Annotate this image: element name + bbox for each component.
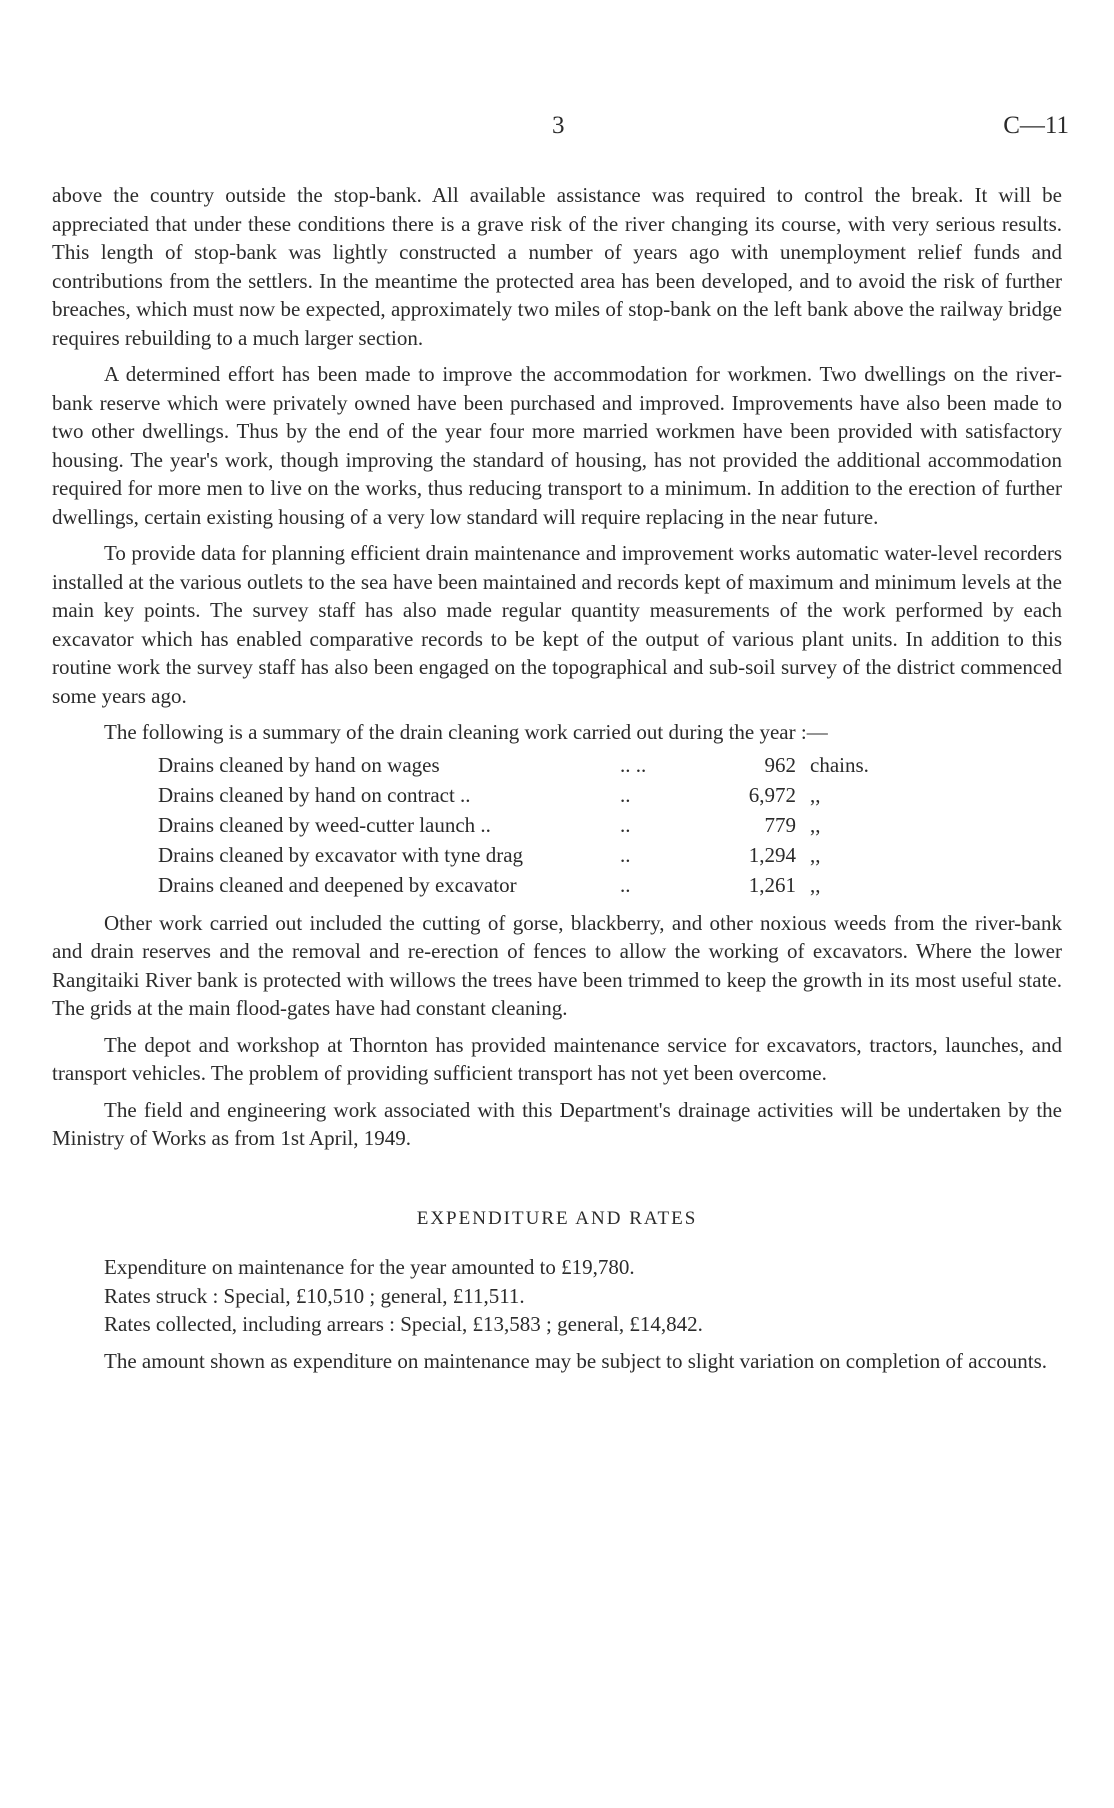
paragraph-stop-bank: above the country outside the stop-bank. All available assistance was required to control the break. It will be appreciated that under these conditions there is a grave risk of the river changing its course, with very serious results. This length of stop-bank was lightly constructed a number of years ago with unemployment relief funds and contributions from the settlers. In the meantime the protected area has been developed, and to avoid the risk of further breaches, which must now be expected, approximately two miles of stop-bank on the left bank above the railway bridge requires rebuilding to a much larger section. [52,183,1062,350]
summary-quantity: 6,972 [748,782,796,807]
paragraph-expenditure-note: The amount shown as expenditure on maintenance may be subject to slight variation on completion of accounts. [104,1348,1048,1373]
summary-unit: ,, [810,842,821,867]
section-heading-expenditure: EXPENDITURE AND RATES [416,1207,698,1229]
page-number: 3 [552,112,565,139]
summary-description: Drains cleaned by hand on contract .. [158,782,471,807]
summary-quantity: 1,294 [748,842,796,867]
paragraph-survey-data: To provide data for planning efficient drain maintenance and improvement works automatic water-level recorders installed at the various outlets to the sea have been maintained and records kept of maximum and minimum levels at the main key points. The survey staff has also made regular quantity measurements of the work performed by each excavator which has enabled comparative records to be kept of the output of various plant units. In addition to this routine work the survey staff has also been engaged on the topographical and sub-soil survey of the district commenced some years ago. [52,541,1062,708]
summary-description: Drains cleaned by excavator with tyne drag [158,842,524,867]
summary-unit: ,, [810,782,821,807]
summary-description: Drains cleaned and deepened by excavator [158,872,517,897]
document-reference: C—11 [1003,112,1069,139]
summary-row [158,781,970,811]
paragraph-depot-workshop: The depot and workshop at Thornton has provided maintenance service for excavators, tractors, launches, and transport vehicles. The problem of providing sufficient transport has not yet been overcome. [52,1032,1062,1085]
rates-collected-line: Rates collected, including arrears : Special, £13,583 ; general, £14,842. [104,1312,703,1336]
summary-quantity: 1,261 [748,872,796,897]
summary-unit: chains. [810,752,869,777]
summary-leader: .. .. [620,752,647,777]
summary-unit: ,, [810,872,821,897]
summary-leader: .. [620,812,631,837]
drain-cleaning-summary [158,751,970,901]
summary-unit: ,, [810,812,821,837]
summary-row [158,841,970,871]
summary-leader: .. [620,782,631,807]
summary-row [158,811,970,841]
summary-quantity: 962 [764,752,796,777]
rates-struck-line: Rates struck : Special, £10,510 ; general, £11,511. [104,1283,525,1308]
expenditure-line: Expenditure on maintenance for the year amounted to £19,780. [104,1255,635,1279]
summary-leader: .. [620,842,631,867]
paragraph-workmen-accommodation: A determined effort has been made to improve the accommodation for workmen. Two dwellings on the river-bank reserve which were privately owned have been purchased and improved. Improvements have also been made to two other dwellings. Thus by the end of the year four more married workmen have been provided with satisfactory housing. The year's work, though improving the standard of housing, has not provided the additional accommodation required for more men to live on the works, thus reducing transport to a minimum. In addition to the erection of further dwellings, certain existing housing of a very low standard will require replacing in the near future. [52,362,1062,529]
paragraph-summary-intro: The following is a summary of the drain cleaning work carried out during the year :— [104,720,828,744]
paragraph-other-work: Other work carried out included the cutting of gorse, blackberry, and other noxious weeds from the river-bank and drain reserves and the removal and re-erection of fences to allow the working of excavators. Where the lower Rangitaiki River bank is protected with willows the trees have been trimmed to keep the growth in its most useful state. The grids at the main flood-gates have had constant cleaning. [52,910,1062,1020]
summary-row [158,751,970,781]
summary-quantity: 779 [764,812,796,837]
page-header [0,112,1114,146]
paragraph-ministry-of-works: The field and engineering work associated with this Department's drainage activities will be undertaken by the Ministry of Works as from 1st April, 1949. [52,1097,1062,1150]
page-body [52,181,1062,1375]
summary-row [158,871,970,901]
summary-description: Drains cleaned by hand on wages [158,752,440,777]
summary-description: Drains cleaned by weed-cutter launch .. [158,812,491,837]
summary-leader: .. [620,872,631,897]
